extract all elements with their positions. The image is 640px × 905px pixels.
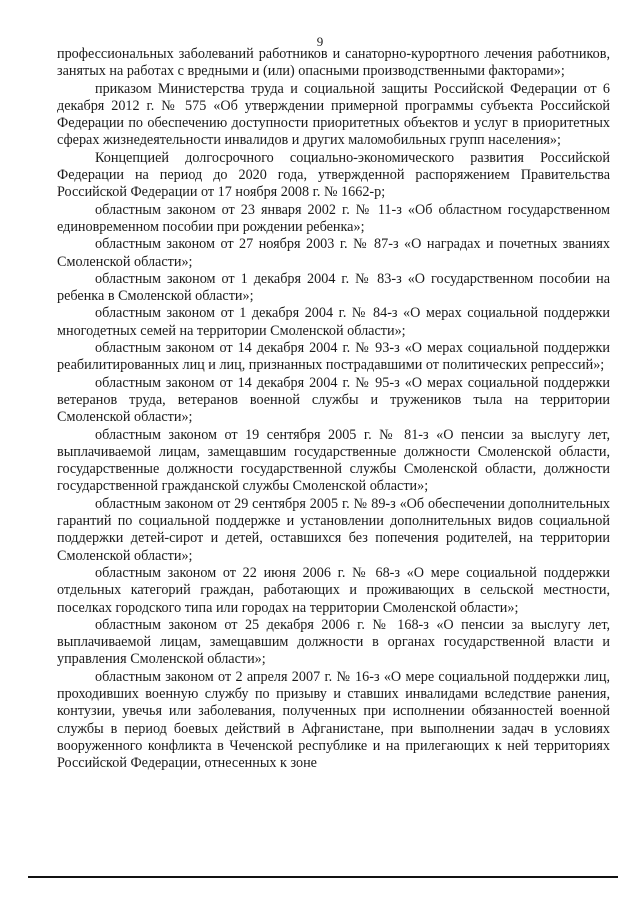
paragraph-law-87-z: областным законом от 27 ноября 2003 г. № 87-з «О наградах и почетных званиях Смоленской области»; bbox=[57, 236, 610, 270]
paragraph-law-168-z: областным законом от 25 декабря 2006 г. № 168-з «О пенсии за выслугу лет, выплачиваемой лицам, замещавшим должности в органах государственной власти и управления Смоленской области»; bbox=[57, 616, 610, 668]
page-number: 9 bbox=[316, 34, 324, 49]
paragraph-law-93-z: областным законом от 14 декабря 2004 г. № 93-з «О мерах социальной поддержки реабилитированных лиц и лиц, признанных пострадавшими от политических репрессий»; bbox=[57, 340, 610, 374]
paragraph-law-89-z: областным законом от 29 сентября 2005 г. № 89-з «Об обеспечении дополнительных гарантий по социальной поддержке и установлении дополнительных видов социальной поддержки детей-сирот и детей, оставшихся без попечения родителей, на территории Смоленской области»; bbox=[57, 495, 610, 564]
paragraph-law-11-z: областным законом от 23 января 2002 г. № 11-з «Об областном государственном единовременном пособии при рождении ребенка»; bbox=[57, 201, 610, 235]
paragraph-law-83-z: областным законом от 1 декабря 2004 г. № 83-з «О государственном пособии на ребенка в Смоленской области»; bbox=[57, 270, 610, 305]
paragraph-law-95-z: областным законом от 14 декабря 2004 г. № 95-з «О мерах социальной поддержки ветеранов труда, ветеранов военной службы и тружеников тыла на территории Смоленской области»; bbox=[57, 374, 610, 426]
paragraph-ministry-order-575: приказом Министерства труда и социальной защиты Российской Федерации от 6 декабря 2012 г. № 575 «Об утверждении примерной программы субъекта Российской Федерации по обеспечению доступности приоритетных объектов и услуг в приоритетных сферах жизнедеятельности инвалидов и других маломобильных групп населения»; bbox=[57, 80, 610, 149]
paragraph-law-16-z: областным законом от 2 апреля 2007 г. № 16-з «О мере социальной поддержки лиц, проходивших военную службу по призыву и ставших инвалидами вследствие ранения, контузии, увечья или заболевания, полученных при исполнении обязанностей военной службы в период боевых действий в Афганистане, при выполнении задач в условиях вооруженного конфликта в Чеченской республике и на прилегающих к ней территориях Российской Федерации, отнесенных к зоне bbox=[57, 668, 610, 772]
document-body bbox=[57, 46, 610, 772]
paragraph-occupational-diseases: профессиональных заболеваний работников и санаторно-курортного лечения работников, занятых на работах с вредными и (или) опасными производственными факторами»; bbox=[57, 46, 610, 80]
paragraph-law-84-z: областным законом от 1 декабря 2004 г. № 84-з «О мерах социальной поддержки многодетных семей на территории Смоленской области»; bbox=[57, 305, 610, 339]
paragraph-law-81-z: областным законом от 19 сентября 2005 г. № 81-з «О пенсии за выслугу лет, выплачиваемой лицам, замещавшим государственные должности Смоленской области, государственные должности государственной службы Смоленской области, должности государственной гражданской службы Смоленской области»; bbox=[57, 426, 610, 495]
paragraph-concept-2020: Концепцией долгосрочного социально-экономического развития Российской Федерации на период до 2020 года, утвержденной распоряжением Правительства Российской Федерации от 17 ноября 2008 г. № 1662-р; bbox=[57, 149, 610, 201]
bottom-rule bbox=[28, 876, 618, 878]
paragraph-law-68-z: областным законом от 22 июня 2006 г. № 68-з «О мере социальной поддержки отдельных категорий граждан, работающих и проживающих в сельской местности, поселках городского типа или городах на территории Смоленской области»; bbox=[57, 564, 610, 616]
